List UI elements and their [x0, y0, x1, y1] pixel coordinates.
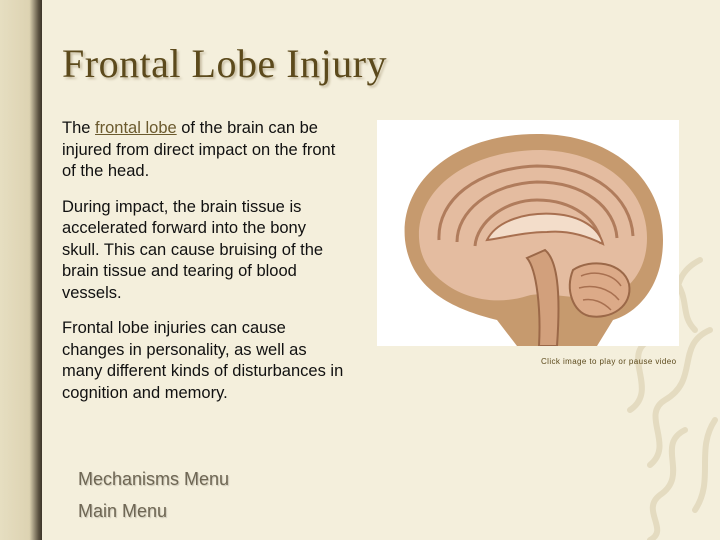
media-caption: Click image to play or pause video [541, 357, 677, 366]
main-menu-button[interactable]: Main Menu [78, 501, 168, 521]
body-text [62, 118, 347, 418]
brain-video-image[interactable] [377, 120, 679, 346]
paragraph-effects: Frontal lobe injuries can cause changes in personality, as well as many different kinds of disturbances in cognition and memory. [62, 319, 344, 402]
paragraph-intro [62, 118, 347, 183]
intro-text-end: of the brain can be injured from direct impact on the front of the head. [62, 119, 336, 180]
paragraph-impact: During impact, the brain tissue is accelerated forward into the bony skull. This can cause bruising of the brain tissue and tearing of blood vessels. [62, 197, 324, 302]
page-title: Frontal Lobe Injury [62, 41, 387, 86]
brain-sagittal-icon [377, 120, 679, 346]
left-border-bar [0, 0, 42, 540]
frontal-lobe-link[interactable]: frontal lobe [95, 119, 177, 137]
intro-text-start: The [62, 119, 96, 137]
mechanisms-menu-button[interactable]: Mechanisms Menu [78, 469, 230, 489]
